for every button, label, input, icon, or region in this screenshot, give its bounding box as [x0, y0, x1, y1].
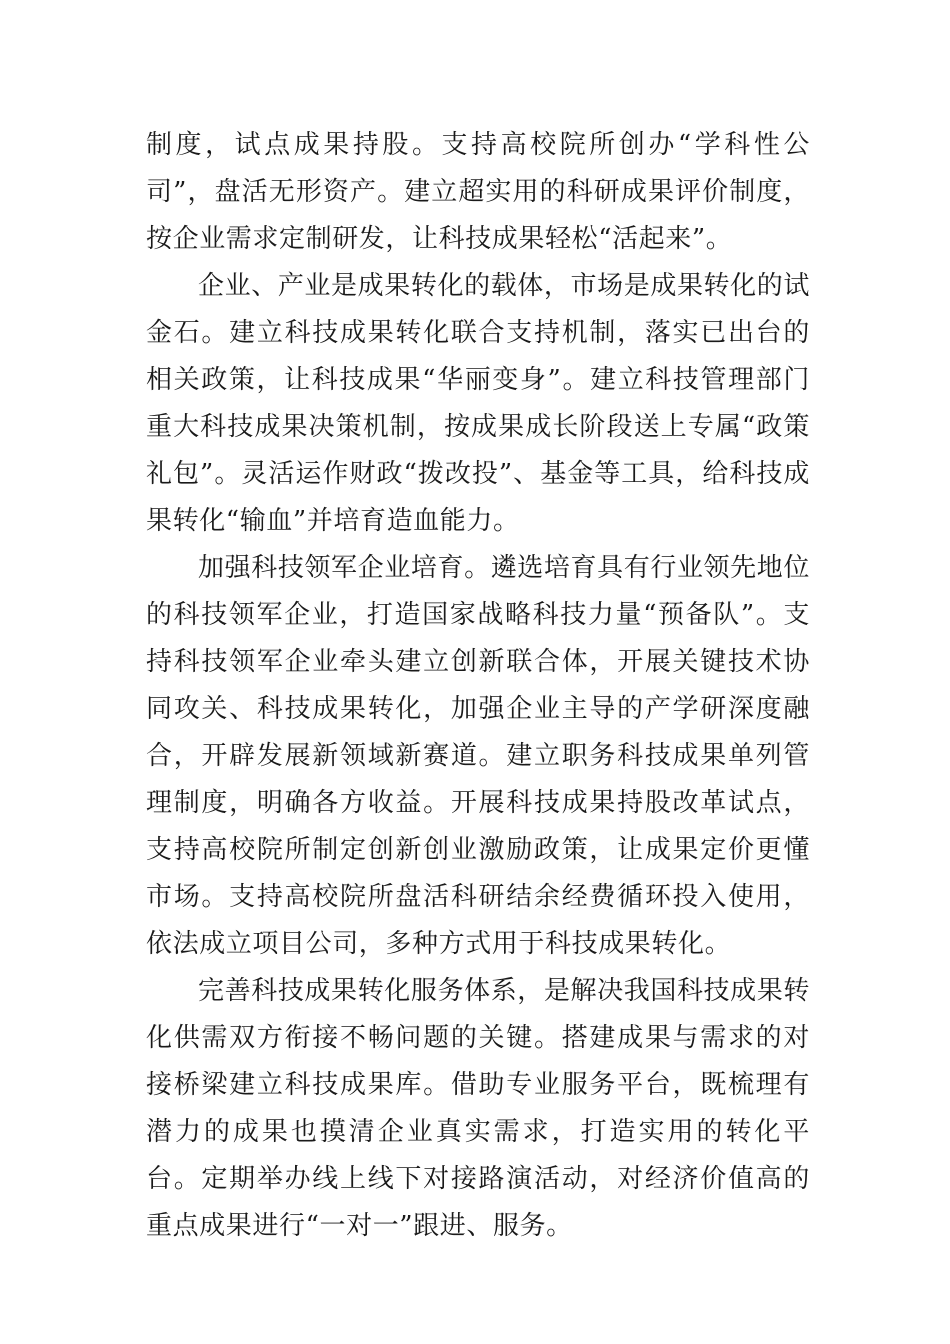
body-text	[146, 122, 810, 1250]
paragraph-4: 完善科技成果转化服务体系，是解决我国科技成果转化供需双方衔接不畅问题的关键。搭建成果与需求的对接桥梁建立科技成果库。借助专业服务平台，既梳理有潜力的成果也摸清企业真实需求，打造实用的转化平台。定期举办线上线下对接路演活动，对经济价值高的重点成果进行“一对一”跟进、服务。	[146, 976, 810, 1241]
paragraph-1: 制度，试点成果持股。支持高校院所创办“学科性公司”，盘活无形资产。建立超实用的科研成果评价制度，按企业需求定制研发，让科技成果轻松“活起来”。	[146, 130, 810, 254]
paragraph-2: 企业、产业是成果转化的载体，市场是成果转化的试金石。建立科技成果转化联合支持机制，落实已出台的相关政策，让科技成果“华丽变身”。建立科技管理部门重大科技成果决策机制，按成果成长阶段送上专属“政策礼包”。灵活运作财政“拨改投”、基金等工具，给科技成果转化“输血”并培育造血能力。	[146, 271, 810, 536]
paragraph-3: 加强科技领军企业培育。遴选培育具有行业领先地位的科技领军企业，打造国家战略科技力量“预备队”。支持科技领军企业牵头建立创新联合体，开展关键技术协同攻关、科技成果转化，加强企业主导的产学研深度融合，开辟发展新领域新赛道。建立职务科技成果单列管理制度，明确各方收益。开展科技成果持股改革试点，支持高校院所制定创新创业激励政策，让成果定价更懂市场。支持高校院所盘活科研结余经费循环投入使用，依法成立项目公司，多种方式用于科技成果转化。	[146, 553, 810, 959]
